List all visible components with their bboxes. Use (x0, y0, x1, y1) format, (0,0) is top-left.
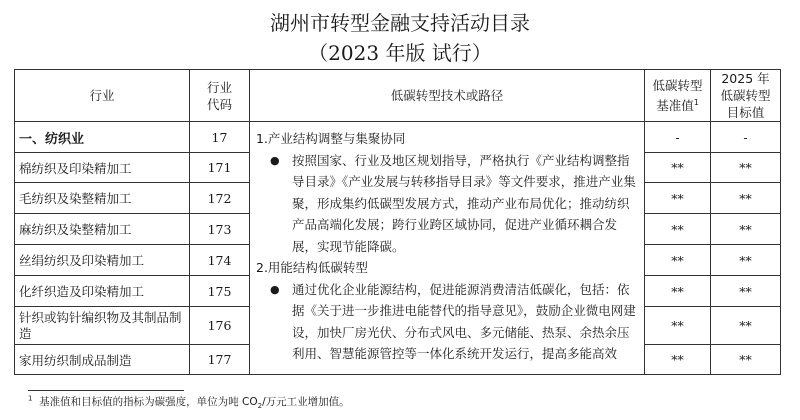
industry-name: 针织或钩针编织物及其制品制造 (15, 307, 190, 345)
industry-name: 化纤织造及印染精加工 (15, 276, 190, 307)
activity-catalog-table (14, 69, 781, 375)
industry-code: 174 (190, 245, 250, 276)
header-baseline: 低碳转型 基准值$^1$ (645, 70, 711, 122)
baseline-value: ** (645, 214, 711, 245)
target-value: ** (711, 276, 781, 307)
baseline-value: - (645, 122, 711, 153)
industry-code: 176 (190, 307, 250, 345)
baseline-value: ** (645, 307, 711, 345)
footnote-text: 基准值和目标值的指标为碳强度，单位为吨 CO (39, 396, 258, 408)
footnote-mark: 1 (28, 394, 33, 403)
bullet-icon: ● (270, 282, 280, 296)
footnote-divider (28, 390, 184, 391)
baseline-value: ** (645, 153, 711, 183)
target-value: ** (711, 345, 781, 375)
tech-section-1: 1.产业结构调整与集聚协同 (256, 131, 406, 146)
industry-name: 麻纺织及染整精加工 (15, 214, 190, 245)
baseline-value: ** (645, 276, 711, 307)
target-value: - (711, 122, 781, 153)
tech-bullet-1: ● 按照国家、行业及地区规划指导，严格执行《产业结构调整指导目录》《产业发展与转移指导目录》等文件要求，推进产业集聚，形成集约低碳型发展方式，推动产业布局优化；推动纺织产品高端化发展；跨行业跨区域协同，促进产业循环耦合发展，实现节能降碳。 (256, 150, 640, 258)
target-value: ** (711, 245, 781, 276)
baseline-value: ** (645, 183, 711, 214)
industry-code: 17 (190, 122, 250, 153)
tech-bullet-2: ● 通过优化企业能源结构，促进能源消费清洁低碳化，包括：依据《关于进一步推进电能替代的指导意见》，鼓励企业微电网建设，加快厂房光伏、分布式风电、多元储能、热泵、余热余压利用、智慧能源管控等一体化系统开发运行，提高多能高效 (256, 279, 640, 365)
industry-code: 175 (190, 276, 250, 307)
footnote-sub: 2 (257, 402, 263, 411)
target-value: ** (711, 183, 781, 214)
industry-code: 172 (190, 183, 250, 214)
footnote (28, 394, 350, 410)
target-value: ** (711, 214, 781, 245)
industry-code: 171 (190, 153, 250, 183)
industry-code: 173 (190, 214, 250, 245)
header-code: 行业 代码 (190, 70, 250, 122)
baseline-value: ** (645, 245, 711, 276)
header-industry: 行业 (15, 70, 190, 122)
industry-name: 棉纺织及印染精加工 (15, 153, 190, 183)
industry-name: 一、纺织业 (15, 122, 190, 153)
tech-path-cell (250, 122, 645, 375)
tech-section-2: 2.用能结构低碳转型 (256, 260, 368, 275)
page-title: 湖州市转型金融支持活动目录 (270, 11, 530, 35)
target-value: ** (711, 153, 781, 183)
industry-name: 家用纺织制成品制造 (15, 345, 190, 375)
industry-code: 177 (190, 345, 250, 375)
baseline-value: ** (645, 345, 711, 375)
table-row (15, 122, 781, 153)
bullet-icon: ● (270, 153, 280, 167)
footnote-text-end: /万元工业增加值。 (262, 396, 350, 408)
header-tech: 低碳转型技术或路径 (250, 70, 645, 122)
page-subtitle: （2023 年版 试行） (308, 41, 492, 65)
target-value: ** (711, 307, 781, 345)
header-target: 2025 年 低碳转型 目标值 (711, 70, 781, 122)
table-header-row (15, 70, 781, 122)
industry-name: 毛纺织及染整精加工 (15, 183, 190, 214)
industry-name: 丝绢纺织及印染精加工 (15, 245, 190, 276)
